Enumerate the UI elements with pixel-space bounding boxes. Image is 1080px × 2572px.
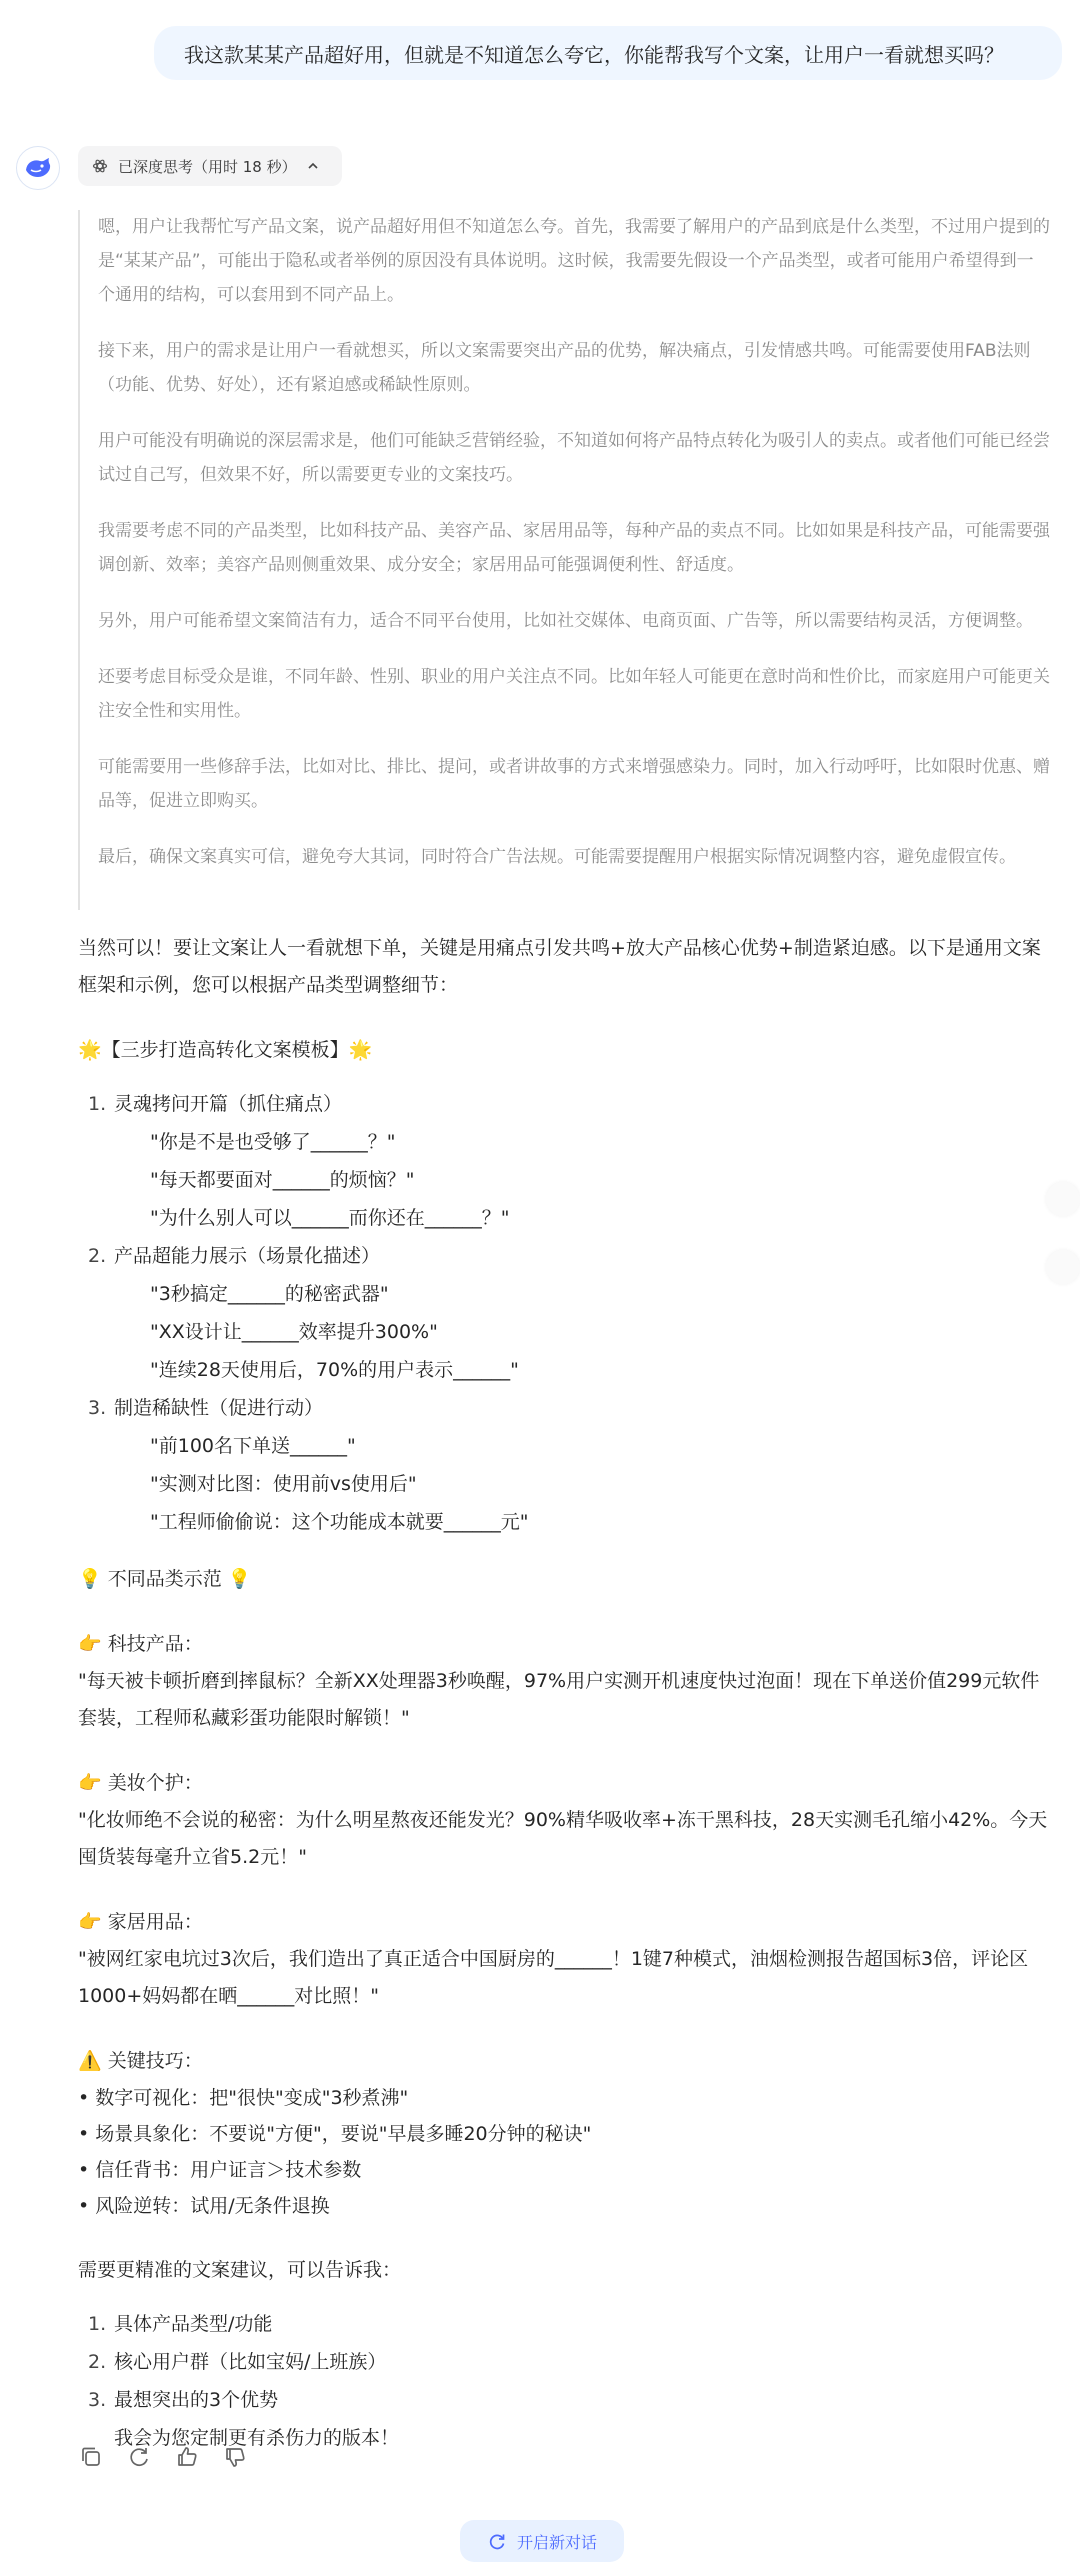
step-title: 制造稀缺性（促进行动）	[114, 1397, 324, 1419]
example-label: 👉 家居用品：	[78, 1911, 203, 1933]
step-item	[78, 1085, 1058, 1237]
thinking-paragraph: 我需要考虑不同的产品类型，比如科技产品、美容产品、家居用品等，每种产品的卖点不同。比如如果是科技产品，可能需要强调创新、效率；美容产品则侧重效果、成分安全；家居用品可能强调便利性、舒适度。	[98, 521, 1050, 575]
final-line: 我会为您定制更有杀伤力的版本！	[114, 2427, 400, 2449]
ask-text: 具体产品类型/功能	[114, 2313, 273, 2335]
tip-item: • 风险逆转：试用/无条件退换	[78, 2195, 330, 2217]
thinking-paragraph: 用户可能没有明确说的深层需求是，他们可能缺乏营销经验，不知道如何将产品特点转化为吸引人的卖点。或者他们可能已经尝试过自己写，但效果不好，所以需要更专业的文案技巧。	[98, 431, 1050, 485]
chevron-up-icon	[307, 160, 319, 172]
user-message-text: 我这款某某产品超好用，但就是不知道怎么夸它，你能帮我写个文案，让用户一看就想买吗？	[184, 42, 1004, 67]
step-line: "实测对比图：使用前vs使用后"	[150, 1473, 417, 1495]
thumbs-down-icon[interactable]	[222, 2444, 248, 2470]
tip-item: • 信任背书：用户证言＞技术参数	[78, 2159, 362, 2181]
example-label: 👉 科技产品：	[78, 1633, 203, 1655]
thinking-paragraph: 最后，确保文案真实可信，避免夸大其词，同时符合广告法规。可能需要提醒用户根据实际情况调整内容，避免虚假宣传。	[98, 847, 1016, 867]
tips-title: ⚠️ 关键技巧：	[78, 2050, 203, 2072]
asks-list	[78, 2305, 1058, 2457]
step-item	[78, 1237, 1058, 1389]
ask-item	[78, 2305, 1058, 2343]
step-line: "3秒搞定______的秘密武器"	[150, 1283, 389, 1305]
step-item	[78, 1389, 1058, 1541]
new-chat-label: 开启新对话	[516, 2532, 597, 2552]
examples-title: 💡 不同品类示范 💡	[78, 1568, 252, 1590]
example-text: "化妆师绝不会说的秘密：为什么明星熬夜还能发光？90%精华吸收率+冻干黑科技，28天实测毛孔缩小42%。今天囤货装每毫升立省5.2元！"	[78, 1809, 1048, 1868]
step-line: "工程师偷偷说：这个功能成本就要______元"	[150, 1511, 529, 1533]
step-line: "连续28天使用后，70%的用户表示______"	[150, 1359, 519, 1381]
thinking-paragraph: 接下来，用户的需求是让用户一看就想买，所以文案需要突出产品的优势，解决痛点，引发情感共鸣。可能需要使用FAB法则（功能、优势、好处），还有紧迫感或稀缺性原则。	[98, 341, 1031, 395]
ask-number: 2.	[88, 2351, 107, 2373]
steps-list	[78, 1085, 1058, 1541]
tip-item: • 数字可视化：把"很快"变成"3秒煮沸"	[78, 2087, 409, 2109]
user-message-bubble	[154, 26, 1062, 80]
copy-icon[interactable]	[78, 2444, 104, 2470]
tip-item: • 场景具象化：不要说"方便"，要说"早晨多睡20分钟的秘诀"	[78, 2123, 592, 2145]
whale-logo-icon	[23, 153, 53, 183]
ask-text: 最想突出的3个优势	[114, 2389, 279, 2411]
example-label: 👉 美妆个护：	[78, 1772, 203, 1794]
ask-item	[78, 2343, 1058, 2381]
atom-icon	[92, 158, 108, 174]
answer-intro: 当然可以！要让文案让人一看就想下单，关键是用痛点引发共鸣+放大产品核心优势+制造紧迫感。以下是通用文案框架和示例，您可以根据产品类型调整细节：	[78, 937, 1041, 996]
step-number: 3.	[88, 1397, 107, 1419]
regenerate-icon[interactable]	[126, 2444, 152, 2470]
ask-number: 1.	[88, 2313, 107, 2335]
step-line: "你是不是也受够了______？"	[150, 1131, 396, 1153]
assistant-avatar	[16, 146, 60, 190]
thinking-label: 已深度思考（用时 18 秒）	[118, 157, 297, 176]
message-actions	[78, 2444, 248, 2470]
ask-number: 3.	[88, 2389, 107, 2411]
example-text: "每天被卡顿折磨到摔鼠标？全新XX处理器3秒唤醒，97%用户实测开机速度快过泡面！现在下单送价值299元软件套装，工程师私藏彩蛋功能限时解锁！"	[78, 1670, 1040, 1729]
thinking-paragraph: 嗯，用户让我帮忙写产品文案，说产品超好用但不知道怎么夸。首先，我需要了解用户的产品到底是什么类型，不过用户提到的是“某某产品”，可能出于隐私或者举例的原因没有具体说明。这时候，我需要先假设一个产品类型，或者可能用户希望得到一个通用的结构，可以套用到不同产品上。	[98, 217, 1050, 305]
step-line: "前100名下单送______"	[150, 1435, 356, 1457]
new-chat-button[interactable]	[460, 2520, 624, 2562]
example-text: "被网红家电坑过3次后，我们造出了真正适合中国厨房的______！1键7种模式，油烟检测报告超国标3倍，评论区1000+妈妈都在晒______对比照！"	[78, 1948, 1029, 2007]
thumbs-up-icon[interactable]	[174, 2444, 200, 2470]
thinking-paragraph: 另外，用户可能希望文案简洁有力，适合不同平台使用，比如社交媒体、电商页面、广告等，所以需要结构灵活，方便调整。	[98, 611, 1033, 631]
step-line: "每天都要面对______的烦恼？"	[150, 1169, 415, 1191]
step-number: 1.	[88, 1093, 107, 1115]
step-title: 灵魂拷问开篇（抓住痛点）	[114, 1093, 343, 1115]
step-number: 2.	[88, 1245, 107, 1267]
thinking-paragraph: 可能需要用一些修辞手法，比如对比、排比、提问，或者讲故事的方式来增强感染力。同时，加入行动呼吁，比如限时优惠、赠品等，促进立即购买。	[98, 757, 1050, 811]
assistant-answer	[78, 930, 1058, 2457]
thinking-paragraph: 还要考虑目标受众是谁，不同年龄、性别、职业的用户关注点不同。比如年轻人可能更在意时尚和性价比，而家庭用户可能更关注安全性和实用性。	[98, 667, 1050, 721]
ask-text: 核心用户群（比如宝妈/上班族）	[114, 2351, 387, 2373]
step-line: "XX设计让______效率提升300%"	[150, 1321, 438, 1343]
new-chat-icon	[487, 2531, 507, 2551]
template-title: 🌟【三步打造高转化文案模板】🌟	[78, 1039, 373, 1061]
closing-text: 需要更精准的文案建议，可以告诉我：	[78, 2259, 402, 2281]
step-line: "为什么别人可以______而你还在______？"	[150, 1207, 510, 1229]
thinking-content	[78, 210, 1050, 910]
deep-thinking-toggle[interactable]	[78, 146, 342, 186]
step-title: 产品超能力展示（场景化描述）	[114, 1245, 381, 1267]
